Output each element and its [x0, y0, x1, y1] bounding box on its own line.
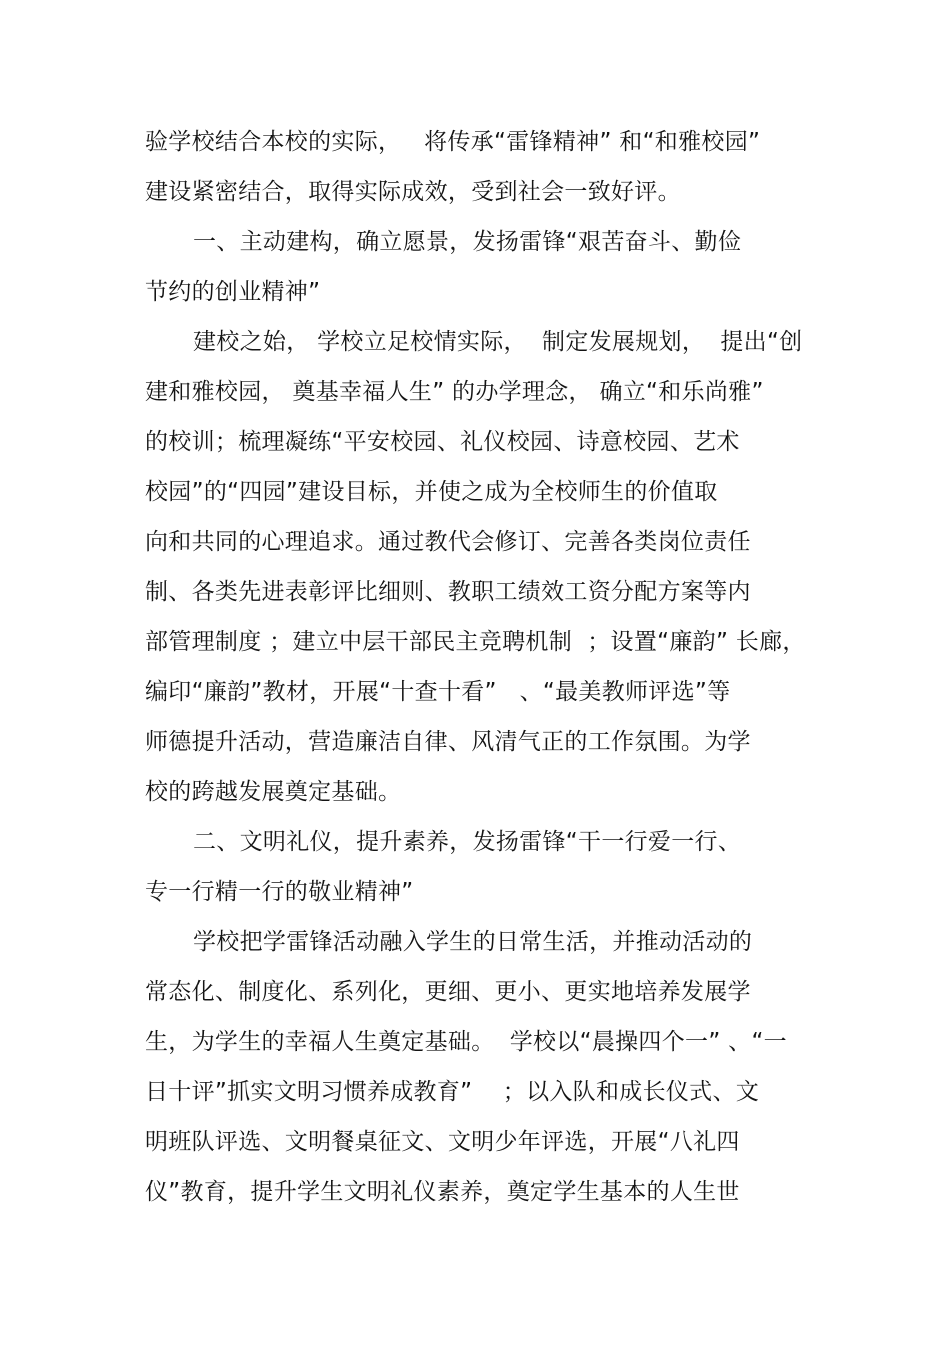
text-line-7: 的校训；梳理凝练“平安校园、礼仪校园、诗意校园、艺术: [145, 429, 740, 455]
text-line-9: 向和共同的心理追求。通过教代会修订、完善各类岗位责任: [145, 529, 751, 555]
text-line-21: 明班队评选、文明餐桌征文、文明少年评选，开展“八礼四: [145, 1129, 740, 1155]
text-line-8: 校园”的“四园”建设目标，并使之成为全校师生的价值取: [145, 479, 718, 505]
section-heading-2: 二、文明礼仪，提升素养，发扬雷锋“干一行爱一行、: [193, 829, 742, 855]
text-line-2: 建设紧密结合，取得实际成效，受到社会一致好评。: [145, 179, 681, 205]
text-line-22: 仪”教育，提升学生文明礼仪素养，奠定学生基本的人生世: [145, 1179, 740, 1205]
text-line-13: 师德提升活动，营造廉洁自律、风清气正的工作氛围。为学: [145, 729, 751, 755]
text-line-18: 常态化、制度化、系列化，更细、更小、更实地培养发展学: [145, 979, 751, 1005]
text-line-11: 部管理制度 ；建立中层干部民主竞聘机制 ；设置“廉韵” 长廊，: [145, 629, 806, 655]
text-line-19: 生，为学生的幸福人生奠定基础。 学校以“晨操四个一” 、“一: [145, 1029, 787, 1055]
text-line-10: 制、各类先进表彰评比细则、教职工绩效工资分配方案等内: [145, 579, 751, 605]
text-line-12: 编印“廉韵”教材，开展“十查十看” 、“最美教师评选”等: [145, 679, 731, 705]
text-line-1: 验学校结合本校的实际， 将传承“雷锋精神” 和“和雅校园”: [145, 129, 761, 155]
section-heading-2-cont: 专一行精一行的敬业精神”: [145, 879, 414, 905]
text-line-5: 建校之始， 学校立足校情实际， 制定发展规划， 提出“创: [193, 329, 803, 355]
text-line-14: 校的跨越发展奠定基础。: [145, 779, 402, 805]
text-line-17: 学校把学雷锋活动融入学生的日常生活，并推动活动的: [193, 929, 753, 955]
section-heading-1-cont: 节约的创业精神”: [145, 279, 321, 305]
text-line-20: 日十评”抓实文明习惯养成教育” ；以入队和成长仪式、文: [145, 1079, 760, 1105]
section-heading-1: 一、主动建构，确立愿景，发扬雷锋“艰苦奋斗、勤俭: [193, 229, 742, 255]
text-line-6: 建和雅校园， 奠基幸福人生” 的办学理念， 确立“和乐尚雅”: [145, 379, 764, 405]
